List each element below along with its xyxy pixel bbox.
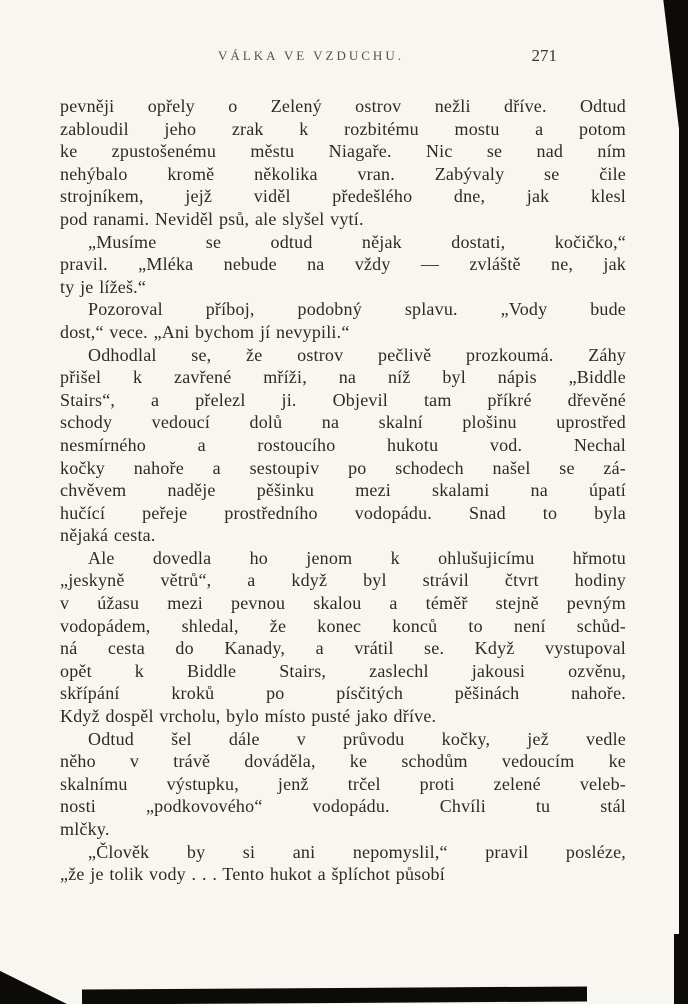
scan-artifact-bottom-edge	[82, 986, 587, 1004]
text-line: ná cesta do Kanady, a vrátil se. Když vystupoval	[60, 638, 626, 659]
text-line: nějaká cesta.	[60, 525, 156, 546]
page-body	[60, 95, 626, 886]
text-line: Pozoroval příboj, podobný splavu. „Vody bude	[88, 299, 626, 320]
text-line: Odhodlal se, že ostrov pečlivě prozkoumá. Záhy	[88, 344, 626, 365]
text-line: zabloudil jeho zrak k rozbitému mostu a potom	[60, 118, 626, 139]
text-line: ty je lížeš.“	[60, 276, 147, 297]
text-line: hučící peřeje prostředního vodopádu. Snad to byla	[60, 502, 626, 523]
page-header	[0, 48, 688, 70]
text-line: v úžasu mezi pevnou skalou a téměř stejně pevným	[60, 593, 626, 614]
text-line: strojníkem, jejž viděl předešlého dne, jak klesl	[60, 186, 626, 207]
text-line: nehýbalo kromě několika vran. Zabývaly se čile	[60, 163, 626, 184]
page-number: 271	[531, 46, 557, 65]
text-line: chvěvem naděje pěšinku mezi skalami na úpatí	[60, 480, 626, 501]
scan-artifact-bottom-right	[674, 934, 688, 1004]
text-line: skalnímu výstupku, jenž trčel proti zelené veleb-	[60, 773, 626, 794]
text-line: opět k Biddle Stairs, zaslechl jakousi ozvěnu,	[60, 660, 626, 681]
text-line: pravil. „Mléka nebude na vždy — zvláště ne, jak	[60, 254, 626, 275]
text-line: mlčky.	[60, 819, 110, 839]
text-line: „že je tolik vody . . . Tento hukot a šplíchot působí	[60, 864, 445, 885]
text-line: pevněji opřely o Zelený ostrov nežli dříve. Odtud	[60, 96, 626, 116]
text-line: přišel k zavřené mříži, na níž byl nápis „Biddle	[60, 367, 626, 388]
text-line: Ale dovedla ho jenom k ohlušujicímu hřmotu	[88, 547, 626, 568]
text-line: „jeskyně větrů“, a když byl strávil čtvrt hodiny	[60, 570, 626, 591]
text-line: něho v trávě dováděla, ke schodům vedoucím ke	[60, 751, 626, 772]
text-line: ke zpustošenému městu Niagaře. Nic se nad ním	[60, 141, 626, 162]
text-line: skřípání kroků po písčitých pěšinách nahoře.	[60, 683, 626, 704]
text-line: schody vedoucí dolů na skalní plošinu uprostřed	[60, 412, 626, 433]
scan-artifact-right-edge	[679, 120, 688, 1004]
text-line: nesmírného a rostoucího hukotu vod. Nechal	[60, 434, 626, 455]
text-line: vodopádem, shledal, že konec konců to není schůd-	[60, 615, 626, 636]
running-head-title: VÁLKA VE VZDUCHU.	[218, 48, 404, 63]
text-line: Když dospěl vrcholu, bylo místo pusté jako dříve.	[60, 706, 437, 727]
text-line: Stairs“, a přelezl ji. Objevil tam příkré dřevěné	[60, 389, 626, 410]
text-line: kočky nahoře a sestoupiv po schodech našel se zá-	[60, 457, 626, 478]
text-line: „Musíme se odtud nějak dostati, kočičko,“	[88, 231, 626, 252]
text-line: dost,“ vece. „Ani bychom jí nevypili.“	[60, 321, 350, 342]
text-line: nosti „podkovového“ vodopádu. Chvíli tu stál	[60, 796, 626, 817]
text-line: Odtud šel dále v průvodu kočky, jež vedle	[88, 728, 626, 749]
text-line: pod ranami. Neviděl psů, ale slyšel vytí.	[60, 208, 364, 229]
text-line: „Člověk by si ani nepomyslil,“ pravil posléze,	[88, 841, 626, 862]
